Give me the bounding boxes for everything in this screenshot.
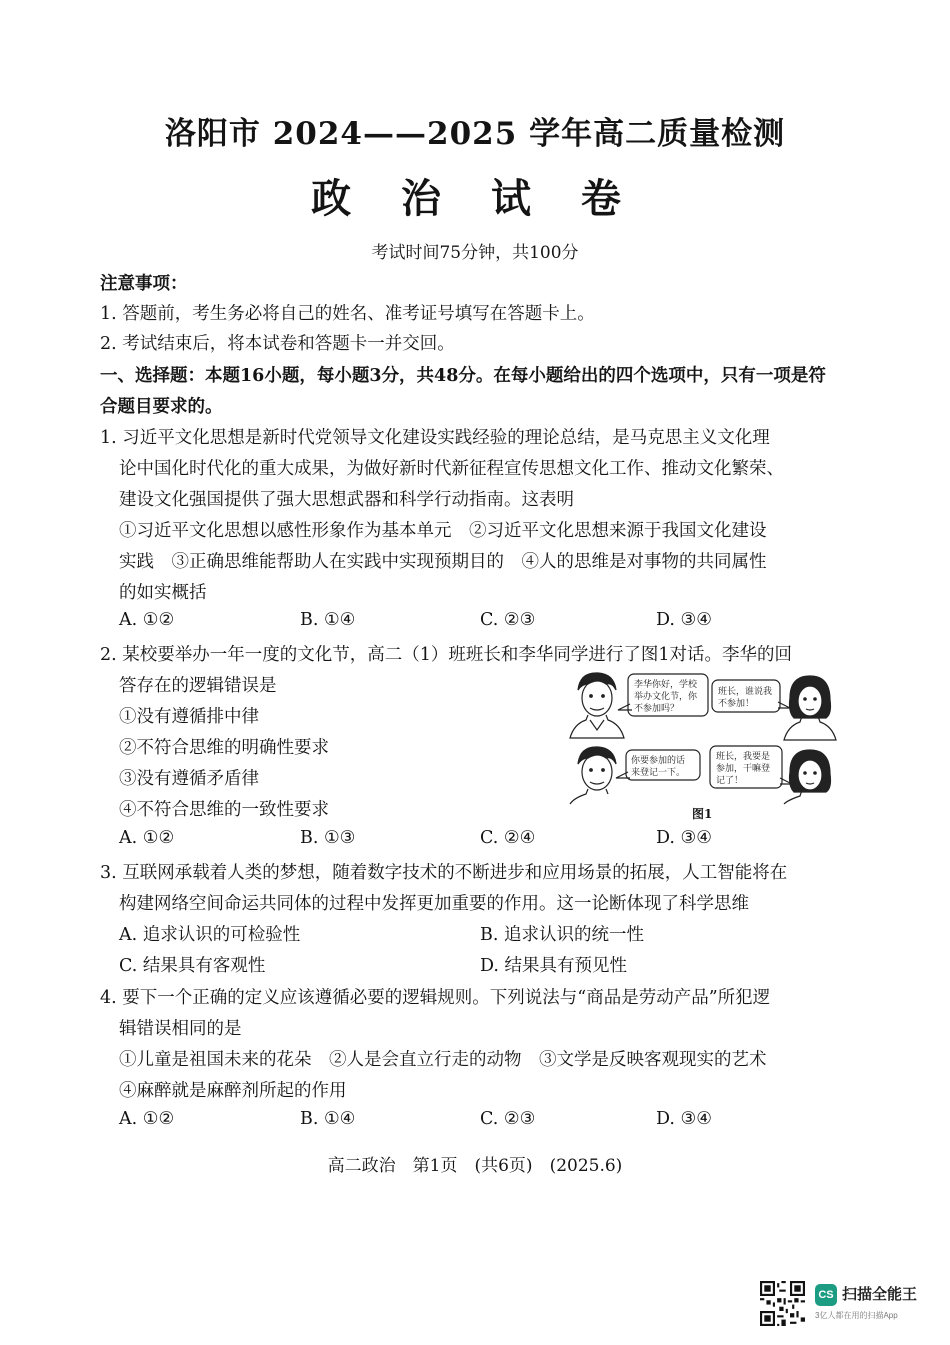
bubble-text: 举办文化节，你 (634, 692, 698, 702)
question-4-option-a: A. ①② (119, 1109, 175, 1129)
question-4-text: 辑错误相同的是 (119, 1019, 242, 1039)
question-3-option-c: C. 结果具有客观性 (119, 956, 266, 976)
question-2-text: 答存在的逻辑错误是 (119, 676, 277, 696)
notice-item: 1. 答题前，考生务必将自己的姓名、准考证号填写在答题卡上。 (100, 304, 595, 324)
girl-illustration (784, 676, 836, 740)
scanner-app-tagline: 3亿人都在用的扫描App (815, 1311, 898, 1320)
question-1-choices: ①习近平文化思想以感性形象作为基本单元 ②习近平文化思想来源于我国文化建设 (119, 521, 767, 541)
notice-item: 2. 考试结束后，将本试卷和答题卡一并交回。 (100, 334, 455, 354)
question-1-choices: 实践 ③正确思维能帮助人在实践中实现预期目的 ④人的思维是对事物的共同属性 (119, 552, 767, 572)
bubble-text: 李华你好，学校 (634, 680, 698, 690)
question-1-text: 1. 习近平文化思想是新时代党领导文化建设实践经验的理论总结，是马克思主义文化理 (100, 428, 770, 448)
bubble-text: 记了！ (716, 776, 744, 786)
boy-illustration (570, 673, 624, 738)
notice-heading: 注意事项： (100, 274, 188, 294)
question-3-text: 构建网络空间命运共同体的过程中发挥更加重要的作用。这一论断体现了科学思维 (119, 894, 749, 914)
question-4-choices: ①儿童是祖国未来的花朵 ②人是会直立行走的动物 ③文学是反映客观现实的艺术 (119, 1050, 767, 1070)
figure-caption: 图1 (692, 807, 713, 821)
scanner-watermark (760, 1281, 930, 1327)
question-2-option-d: D. ③④ (656, 828, 712, 848)
question-2-choice: ④不符合思维的一致性要求 (119, 800, 329, 820)
bubble-text: 班长，谁说我 (718, 687, 773, 697)
question-4-option-b: B. ①④ (300, 1109, 356, 1129)
question-2-option-a: A. ①② (119, 828, 175, 848)
question-3-option-a: A. 追求认识的可检验性 (119, 925, 301, 945)
dialogue-figure (568, 668, 840, 820)
question-3-option-d: D. 结果具有预见性 (480, 956, 628, 976)
qr-code-icon (760, 1281, 805, 1326)
question-1-text: 建设文化强国提供了强大思想武器和科学行动指南。这表明 (119, 490, 574, 510)
section-instruction: 一、选择题：本题16小题，每小题3分，共48分。在每小题给出的四个选项中，只有一项是符 (100, 366, 826, 386)
question-2-text: 2. 某校要举办一年一度的文化节，高二（1）班班长和李华同学进行了图1对话。李华的回 (100, 645, 793, 665)
bubble-text: 班长，我要是 (716, 752, 771, 762)
question-2-option-c: C. ②④ (480, 828, 536, 848)
question-1-option-c: C. ②③ (480, 610, 536, 630)
page-footer: 高二政治 第1页 (共6页) (2025.6) (327, 1156, 623, 1176)
question-4-text: 4. 要下一个正确的定义应该遵循必要的逻辑规则。下列说法与“商品是劳动产品”所犯逻 (100, 988, 771, 1008)
question-2-option-b: B. ①③ (300, 828, 356, 848)
question-1-choices: 的如实概括 (119, 583, 207, 603)
bubble-text: 参加，干嘛登 (716, 764, 771, 774)
bubble-text: 来登记一下。 (631, 768, 686, 778)
question-1-option-a: A. ①② (119, 610, 175, 630)
camscanner-logo-icon: CS (815, 1284, 837, 1306)
question-1-option-d: D. ③④ (656, 610, 712, 630)
question-3-option-b: B. 追求认识的统一性 (480, 925, 644, 945)
question-4-choices: ④麻醉就是麻醉剂所起的作用 (119, 1081, 347, 1101)
question-1-text: 论中国化时代化的重大成果，为做好新时代新征程宣传思想文化工作、推动文化繁荣、 (119, 459, 784, 479)
subject-title: 政 治 试 卷 (311, 175, 639, 222)
exam-title: 洛阳市 2024——2025 学年高二质量检测 (164, 116, 786, 152)
question-3-text: 3. 互联网承载着人类的梦想，随着数字技术的不断进步和应用场景的拓展，人工智能将在 (100, 863, 788, 883)
bubble-text: 不参加！ (718, 699, 755, 709)
question-1-option-b: B. ①④ (300, 610, 356, 630)
bubble-text: 不参加吗？ (634, 704, 680, 714)
question-2-choice: ②不符合思维的明确性要求 (119, 738, 329, 758)
scanner-app-name: 扫描全能王 (842, 1286, 918, 1303)
question-2-choice: ③没有遵循矛盾律 (119, 769, 259, 789)
question-4-option-c: C. ②③ (480, 1109, 536, 1129)
exam-time: 考试时间75分钟，共100分 (371, 243, 579, 263)
question-4-option-d: D. ③④ (656, 1109, 712, 1129)
question-2-choice: ①没有遵循排中律 (119, 707, 259, 727)
bubble-text: 你要参加的话 (631, 756, 686, 766)
section-instruction: 合题目要求的。 (100, 397, 223, 417)
